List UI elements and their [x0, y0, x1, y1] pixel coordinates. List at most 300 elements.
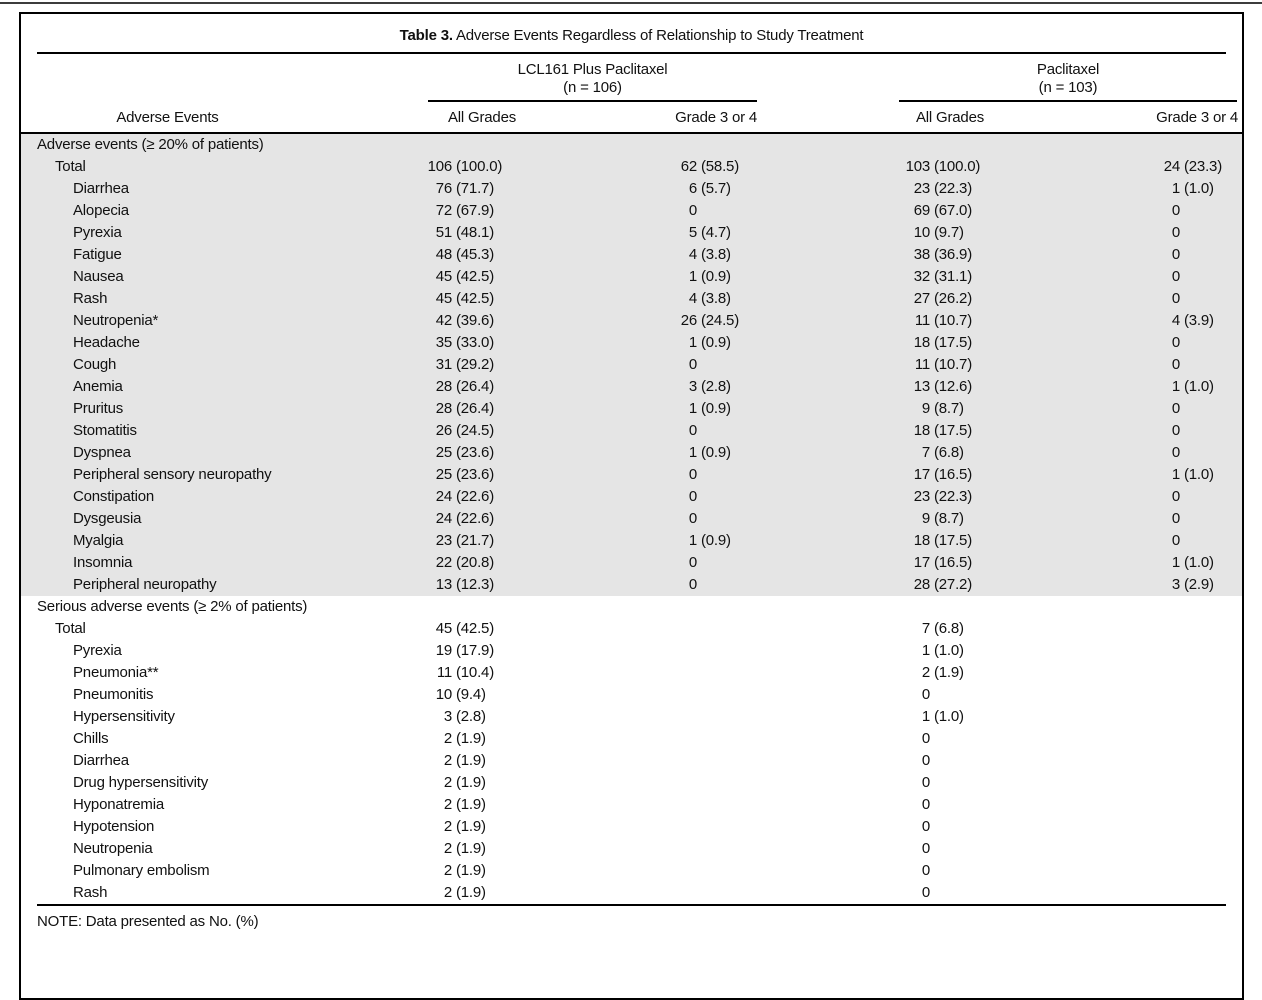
- value-percent: (12.3): [456, 576, 494, 593]
- table-row: [21, 200, 1242, 222]
- value-count: 0: [688, 466, 697, 483]
- value-cell: [574, 508, 819, 530]
- value-count: 0: [921, 884, 930, 901]
- value-cell: [414, 860, 574, 882]
- value-percent: (23.6): [456, 466, 494, 483]
- group-n: (n = 103): [1038, 79, 1098, 96]
- value-cell: [414, 684, 574, 706]
- table-row: [21, 860, 1242, 882]
- value-percent: (3.8): [701, 246, 731, 263]
- value-percent: (4.7): [701, 224, 731, 241]
- value-count: 9: [921, 510, 930, 527]
- adverse-event-label: Neutropenia: [73, 840, 153, 857]
- column-group-lcl161-header: [428, 54, 757, 102]
- value-cell: [1054, 508, 1242, 530]
- value-percent: (1.9): [456, 752, 486, 769]
- value-percent: (0.9): [701, 400, 731, 417]
- value-count: 0: [688, 510, 697, 527]
- value-cell: [414, 244, 574, 266]
- value-cell: [414, 838, 574, 860]
- value-cell: [1054, 574, 1242, 596]
- adverse-event-label: Constipation: [73, 488, 154, 505]
- table-row: [21, 816, 1242, 838]
- value-percent: (10.7): [934, 312, 972, 329]
- value-cell: [414, 816, 574, 838]
- value-percent: (1.9): [456, 730, 486, 747]
- value-count: 2: [443, 884, 452, 901]
- table-row: [21, 662, 1242, 684]
- adverse-event-label: Anemia: [73, 378, 123, 395]
- value-percent: (58.5): [701, 158, 739, 175]
- value-count: 1: [688, 334, 697, 351]
- value-percent: (2.8): [701, 378, 731, 395]
- adverse-event-label: Diarrhea: [73, 180, 129, 197]
- value-cell: [1054, 354, 1242, 376]
- adverse-event-label: Drug hypersensitivity: [73, 774, 209, 791]
- value-count: 0: [921, 796, 930, 813]
- value-count: 62: [680, 158, 697, 175]
- value-percent: (45.3): [456, 246, 494, 263]
- value-cell: [574, 332, 819, 354]
- table-row: [21, 398, 1242, 420]
- value-cell: [819, 244, 1054, 266]
- value-cell: [819, 266, 1054, 288]
- value-count: 17: [913, 554, 930, 571]
- table-row: [21, 574, 1242, 596]
- value-cell: [1054, 706, 1242, 728]
- value-percent: (0.9): [701, 334, 731, 351]
- value-percent: (17.5): [934, 422, 972, 439]
- column-header-row: [21, 102, 1242, 134]
- value-percent: (36.9): [934, 246, 972, 263]
- value-percent: (3.9): [1184, 312, 1214, 329]
- adverse-event-label: Cough: [73, 356, 117, 373]
- adverse-event-label: Rash: [73, 884, 108, 901]
- adverse-event-label: Headache: [73, 334, 140, 351]
- column-header-all-grades-lcl161: All Grades: [447, 109, 517, 126]
- value-cell: [574, 772, 819, 794]
- value-count: 13: [913, 378, 930, 395]
- value-cell: [1054, 288, 1242, 310]
- value-count: 51: [435, 224, 452, 241]
- column-group-paclitaxel: [819, 54, 1242, 102]
- value-count: 0: [1171, 246, 1180, 263]
- value-count: 23: [913, 180, 930, 197]
- table-row: [21, 310, 1242, 332]
- value-cell: [574, 244, 819, 266]
- value-cell: [819, 486, 1054, 508]
- table-row: [21, 376, 1242, 398]
- value-cell: [574, 882, 819, 904]
- value-count: 28: [913, 576, 930, 593]
- value-cell: [819, 530, 1054, 552]
- table-row: [21, 618, 1242, 640]
- group-name: Paclitaxel: [1036, 61, 1100, 78]
- value-cell: [1054, 200, 1242, 222]
- adverse-event-label: Pneumonia**: [73, 664, 159, 681]
- value-percent: (100.0): [456, 158, 503, 175]
- column-group-paclitaxel-header: [899, 54, 1237, 102]
- value-count: 2: [443, 730, 452, 747]
- column-header-grade34-lcl161: Grade 3 or 4: [675, 109, 757, 126]
- value-cell: [414, 662, 574, 684]
- value-cell: [574, 618, 819, 640]
- value-count: 10: [435, 686, 452, 703]
- value-percent: (17.5): [934, 334, 972, 351]
- value-count: 1: [1171, 378, 1180, 395]
- value-count: 1: [1171, 466, 1180, 483]
- value-count: 28: [435, 378, 452, 395]
- value-count: 0: [921, 752, 930, 769]
- value-count: 0: [1171, 444, 1180, 461]
- table-row: [21, 332, 1242, 354]
- adverse-event-label: Total: [55, 620, 86, 637]
- column-header-grade34-paclitaxel: Grade 3 or 4: [1156, 109, 1238, 126]
- adverse-event-label: Rash: [73, 290, 108, 307]
- value-count: 42: [435, 312, 452, 329]
- value-cell: [414, 200, 574, 222]
- value-cell: [574, 288, 819, 310]
- value-count: 0: [921, 686, 930, 703]
- value-percent: (26.4): [456, 400, 494, 417]
- table-row: [21, 288, 1242, 310]
- value-count: 103: [905, 158, 930, 175]
- value-cell: [414, 376, 574, 398]
- adverse-event-label: Nausea: [73, 268, 124, 285]
- value-percent: (26.2): [934, 290, 972, 307]
- value-percent: (5.7): [701, 180, 731, 197]
- table-row: [21, 552, 1242, 574]
- value-count: 1: [688, 400, 697, 417]
- value-percent: (9.7): [934, 224, 964, 241]
- table-row: [21, 750, 1242, 772]
- value-cell: [1054, 376, 1242, 398]
- value-percent: (24.5): [701, 312, 739, 329]
- value-cell: [819, 662, 1054, 684]
- value-count: 1: [921, 708, 930, 725]
- value-percent: (16.5): [934, 554, 972, 571]
- adverse-event-label: Peripheral neuropathy: [73, 576, 217, 593]
- adverse-event-label: Alopecia: [73, 202, 129, 219]
- value-cell: [819, 750, 1054, 772]
- value-count: 45: [435, 268, 452, 285]
- value-count: 2: [443, 752, 452, 769]
- value-percent: (39.6): [456, 312, 494, 329]
- value-cell: [1054, 860, 1242, 882]
- value-cell: [1054, 882, 1242, 904]
- table-row: [21, 772, 1242, 794]
- value-count: 22: [435, 554, 452, 571]
- adverse-event-label: Dyspnea: [73, 444, 131, 461]
- value-percent: (22.3): [934, 488, 972, 505]
- section-header-label: Adverse events (≥ 20% of patients): [37, 136, 264, 153]
- value-cell: [819, 222, 1054, 244]
- value-cell: [819, 728, 1054, 750]
- adverse-event-label: Hyponatremia: [73, 796, 164, 813]
- table-frame: [19, 12, 1244, 1000]
- value-percent: (17.5): [934, 532, 972, 549]
- value-percent: (31.1): [934, 268, 972, 285]
- group-n: (n = 106): [563, 79, 622, 96]
- adverse-event-label: Total: [55, 158, 86, 175]
- value-count: 24: [1163, 158, 1180, 175]
- value-percent: (1.9): [456, 796, 486, 813]
- adverse-event-label: Pyrexia: [73, 224, 122, 241]
- value-percent: (29.2): [456, 356, 494, 373]
- value-count: 13: [435, 576, 452, 593]
- value-cell: [414, 310, 574, 332]
- value-cell: [819, 178, 1054, 200]
- value-cell: [414, 772, 574, 794]
- value-cell: [819, 376, 1054, 398]
- value-count: 76: [435, 180, 452, 197]
- value-count: 0: [1171, 268, 1180, 285]
- column-header-adverse-events: Adverse Events: [116, 109, 219, 126]
- value-percent: (71.7): [456, 180, 494, 197]
- value-count: 2: [443, 818, 452, 835]
- value-cell: [414, 706, 574, 728]
- value-percent: (8.7): [934, 400, 964, 417]
- value-cell: [819, 706, 1054, 728]
- value-percent: (100.0): [934, 158, 981, 175]
- table-row: [21, 420, 1242, 442]
- value-percent: (22.6): [456, 488, 494, 505]
- value-percent: (0.9): [701, 532, 731, 549]
- value-count: 5: [688, 224, 697, 241]
- value-percent: (23.3): [1184, 158, 1222, 175]
- column-header-all-grades-paclitaxel: All Grades: [915, 109, 985, 126]
- adverse-event-label: Diarrhea: [73, 752, 129, 769]
- value-count: 3: [443, 708, 452, 725]
- group-name: LCL161 Plus Paclitaxel: [517, 61, 668, 78]
- value-cell: [414, 508, 574, 530]
- value-cell: [1054, 750, 1242, 772]
- value-count: 0: [1171, 224, 1180, 241]
- value-count: 23: [435, 532, 452, 549]
- value-count: 72: [435, 202, 452, 219]
- value-cell: [819, 288, 1054, 310]
- value-cell: [819, 464, 1054, 486]
- value-percent: (22.6): [456, 510, 494, 527]
- value-count: 10: [913, 224, 930, 241]
- value-cell: [414, 882, 574, 904]
- value-cell: [1054, 816, 1242, 838]
- table-row: [21, 728, 1242, 750]
- table-row: [21, 156, 1242, 178]
- value-percent: (67.0): [934, 202, 972, 219]
- value-cell: [819, 772, 1054, 794]
- value-cell: [414, 156, 574, 178]
- value-cell: [574, 442, 819, 464]
- table-number-label: Table 3.: [399, 27, 453, 44]
- value-count: 1: [1171, 554, 1180, 571]
- value-count: 0: [688, 356, 697, 373]
- adverse-event-label: Peripheral sensory neuropathy: [73, 466, 272, 483]
- value-count: 2: [443, 840, 452, 857]
- value-count: 18: [913, 532, 930, 549]
- value-count: 11: [436, 664, 452, 681]
- value-count: 7: [921, 444, 930, 461]
- value-count: 6: [688, 180, 697, 197]
- value-cell: [414, 750, 574, 772]
- table-row: [21, 838, 1242, 860]
- value-cell: [1054, 552, 1242, 574]
- value-count: 2: [443, 862, 452, 879]
- value-cell: [574, 552, 819, 574]
- value-count: 4: [688, 246, 697, 263]
- value-count: 0: [921, 840, 930, 857]
- value-percent: (10.7): [934, 356, 972, 373]
- value-cell: [414, 640, 574, 662]
- table-row: [21, 508, 1242, 530]
- value-cell: [574, 376, 819, 398]
- table-row: [21, 266, 1242, 288]
- value-percent: (24.5): [456, 422, 494, 439]
- value-cell: [574, 178, 819, 200]
- adverse-event-label: Insomnia: [73, 554, 133, 571]
- value-cell: [574, 398, 819, 420]
- value-count: 38: [913, 246, 930, 263]
- value-cell: [1054, 662, 1242, 684]
- value-percent: (48.1): [456, 224, 494, 241]
- adverse-event-label: Pyrexia: [73, 642, 122, 659]
- value-percent: (0.9): [701, 444, 731, 461]
- value-count: 48: [435, 246, 452, 263]
- value-cell: [1054, 618, 1242, 640]
- value-percent: (9.4): [456, 686, 486, 703]
- value-count: 0: [1171, 334, 1180, 351]
- table-row: [21, 486, 1242, 508]
- value-cell: [1054, 442, 1242, 464]
- value-count: 23: [913, 488, 930, 505]
- value-cell: [1054, 420, 1242, 442]
- value-percent: (6.8): [934, 444, 964, 461]
- value-percent: (27.2): [934, 576, 972, 593]
- value-count: 28: [435, 400, 452, 417]
- value-count: 0: [1171, 356, 1180, 373]
- value-count: 1: [688, 532, 697, 549]
- value-count: 0: [921, 818, 930, 835]
- value-percent: (20.8): [456, 554, 494, 571]
- value-percent: (23.6): [456, 444, 494, 461]
- value-count: 2: [921, 664, 930, 681]
- table-row: [21, 882, 1242, 904]
- value-cell: [1054, 222, 1242, 244]
- value-count: 0: [688, 202, 697, 219]
- value-percent: (1.0): [934, 642, 964, 659]
- table-row: [21, 244, 1242, 266]
- value-percent: (42.5): [456, 620, 494, 637]
- value-count: 2: [443, 796, 452, 813]
- value-count: 19: [435, 642, 452, 659]
- value-percent: (1.9): [934, 664, 964, 681]
- value-count: 45: [435, 620, 452, 637]
- adverse-event-label: Pulmonary embolism: [73, 862, 210, 879]
- table-note: NOTE: Data presented as No. (%): [37, 913, 259, 930]
- value-cell: [414, 398, 574, 420]
- value-percent: (1.9): [456, 818, 486, 835]
- value-count: 0: [1171, 488, 1180, 505]
- value-cell: [414, 288, 574, 310]
- value-count: 25: [435, 466, 452, 483]
- value-percent: (6.8): [934, 620, 964, 637]
- table-row: [21, 794, 1242, 816]
- adverse-event-label: Neutropenia*: [73, 312, 159, 329]
- value-percent: (1.9): [456, 862, 486, 879]
- value-percent: (26.4): [456, 378, 494, 395]
- value-cell: [1054, 728, 1242, 750]
- value-cell: [1054, 684, 1242, 706]
- value-count: 0: [1171, 510, 1180, 527]
- value-count: 0: [921, 730, 930, 747]
- value-cell: [574, 354, 819, 376]
- value-count: 0: [1171, 202, 1180, 219]
- value-cell: [1054, 398, 1242, 420]
- table-row: [21, 178, 1242, 200]
- adverse-event-label: Hypotension: [73, 818, 155, 835]
- value-percent: (12.6): [934, 378, 972, 395]
- value-count: 1: [1171, 180, 1180, 197]
- table-row: [21, 706, 1242, 728]
- adverse-event-label: Myalgia: [73, 532, 124, 549]
- value-cell: [414, 552, 574, 574]
- value-count: 4: [1171, 312, 1180, 329]
- value-percent: (0.9): [701, 268, 731, 285]
- value-cell: [819, 882, 1054, 904]
- value-cell: [414, 464, 574, 486]
- value-cell: [414, 728, 574, 750]
- value-count: 18: [913, 334, 930, 351]
- table-row: [21, 464, 1242, 486]
- value-cell: [574, 662, 819, 684]
- value-cell: [819, 552, 1054, 574]
- adverse-event-label: Chills: [73, 730, 109, 747]
- value-count: 3: [688, 378, 697, 395]
- value-cell: [414, 354, 574, 376]
- value-percent: (1.9): [456, 840, 486, 857]
- value-cell: [819, 156, 1054, 178]
- value-cell: [414, 266, 574, 288]
- value-count: 0: [1171, 422, 1180, 439]
- adverse-event-label: Fatigue: [73, 246, 122, 263]
- value-cell: [574, 750, 819, 772]
- value-count: 1: [688, 268, 697, 285]
- value-count: 25: [435, 444, 452, 461]
- value-cell: [1054, 332, 1242, 354]
- value-count: 11: [914, 356, 930, 373]
- value-cell: [414, 222, 574, 244]
- value-count: 24: [435, 488, 452, 505]
- value-cell: [819, 354, 1054, 376]
- value-cell: [574, 860, 819, 882]
- value-count: 2: [443, 774, 452, 791]
- value-count: 17: [913, 466, 930, 483]
- value-cell: [414, 574, 574, 596]
- column-group-spacer: [21, 54, 414, 102]
- adverse-event-label: Stomatitis: [73, 422, 137, 439]
- adverse-event-label: Dysgeusia: [73, 510, 142, 527]
- value-cell: [414, 442, 574, 464]
- value-count: 9: [921, 400, 930, 417]
- figure-top-border: [0, 2, 1262, 4]
- column-group-lcl161: [414, 54, 819, 102]
- value-count: 0: [688, 576, 697, 593]
- value-cell: [819, 200, 1054, 222]
- value-percent: (1.0): [934, 708, 964, 725]
- value-cell: [574, 222, 819, 244]
- value-percent: (3.8): [701, 290, 731, 307]
- value-cell: [819, 640, 1054, 662]
